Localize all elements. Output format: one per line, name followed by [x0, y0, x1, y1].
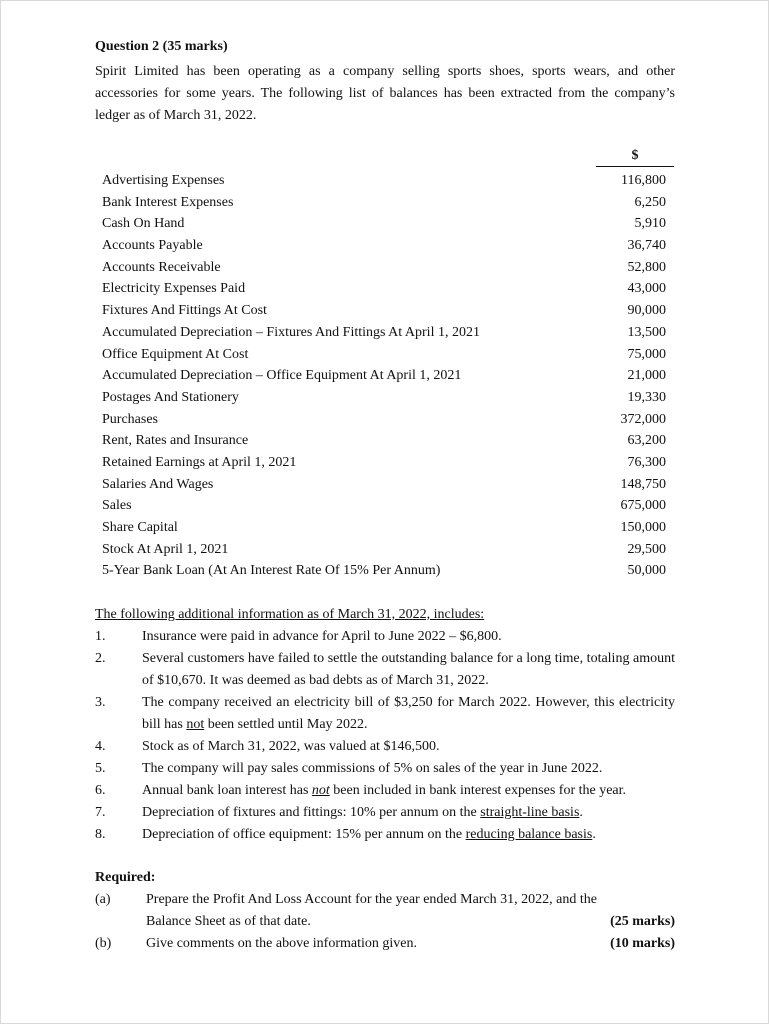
ledger-label: Purchases: [102, 411, 158, 427]
ledger-label: Cash On Hand: [102, 216, 185, 232]
ledger-value: 63,200: [627, 433, 666, 449]
list-item: [95, 648, 675, 692]
ledger-value: 116,800: [621, 173, 666, 188]
ledger-value: 372,000: [620, 411, 666, 427]
requirement-label: (b): [95, 936, 112, 951]
ledger-row: [102, 192, 666, 214]
requirement-text: Prepare the Profit And Loss Account for the year ended March 31, 2022, and the: [146, 892, 597, 907]
ledger-row: [102, 365, 666, 387]
item-number: 1.: [95, 629, 106, 644]
list-item: [95, 758, 675, 780]
ledger-value: 148,750: [620, 476, 666, 492]
ledger-value: 5,910: [634, 216, 666, 232]
marks-badge: (25 marks): [610, 914, 675, 929]
underlined-emphasis: not: [186, 717, 205, 732]
intro-paragraph: Spirit Limited has been operating as a company selling sports shoes, sports wears, and other accessories for some years. The following list of balances has been extracted from the company’s ledger as of March 31, 2022.: [95, 64, 675, 123]
ledger-value: 21,000: [627, 368, 666, 384]
ledger-label: Advertising Expenses: [102, 173, 225, 188]
ledger-label: Accumulated Depreciation – Office Equipment At April 1, 2021: [102, 368, 462, 384]
ledger-label: Accounts Payable: [102, 238, 203, 254]
ledger-label: Bank Interest Expenses: [102, 194, 234, 210]
ledger-row: [102, 539, 666, 561]
ledger-value: 52,800: [627, 259, 666, 275]
requirement-label: (a): [95, 892, 111, 907]
question-heading: Question 2 (35 marks): [95, 39, 228, 54]
ledger-value: 150,000: [620, 520, 666, 535]
ledger-label: 5-Year Bank Loan (At An Interest Rate Of 15% Per Annum): [102, 563, 441, 579]
item-text: The company received an electricity bill of $3,250 for March 2022. However, this electricity bill has not been settled until May 2022.: [142, 695, 675, 732]
ledger-label: Salaries And Wages: [102, 476, 214, 492]
item-number: 3.: [95, 695, 106, 710]
ledger-value: 90,000: [627, 303, 666, 319]
ledger-value: 36,740: [627, 238, 666, 254]
ledger-value: 50,000: [627, 563, 666, 579]
list-item: [95, 692, 675, 736]
item-text: Insurance were paid in advance for April to June 2022 – $6,800.: [142, 629, 502, 644]
ledger-label: Electricity Expenses Paid: [102, 281, 246, 297]
requirement-a: [95, 889, 675, 933]
item-number: 5.: [95, 761, 106, 776]
ledger-row: [102, 474, 666, 496]
ledger-row: [102, 452, 666, 474]
requirement-b: [95, 933, 675, 955]
item-number: 2.: [95, 651, 106, 666]
item-text: Several customers have failed to settle the outstanding balance for a long time, totaling amount of $10,670. It was deemed as bad debts as of March 31, 2022.: [142, 651, 675, 688]
ledger-label: Rent, Rates and Insurance: [102, 433, 249, 449]
ledger-row: [102, 495, 666, 517]
ledger-row: [102, 409, 666, 431]
requirement-body: [146, 933, 675, 955]
ledger-label: Retained Earnings at April 1, 2021: [102, 454, 297, 470]
ledger-row: [102, 278, 666, 300]
ledger-row: [102, 430, 666, 452]
ledger-row: [102, 322, 666, 344]
ledger-row: [102, 170, 666, 192]
ledger-label: Accounts Receivable: [102, 259, 221, 275]
item-text: Depreciation of fixtures and fittings: 10% per annum on the straight-line basis.: [142, 805, 583, 820]
ledger-row: [102, 300, 666, 322]
ledger-value: 13,500: [627, 324, 666, 340]
list-item: [95, 736, 675, 758]
ledger-label: Postages And Stationery: [102, 389, 239, 405]
item-text: Depreciation of office equipment: 15% per annum on the reducing balance basis.: [142, 827, 596, 842]
ledger-value: 43,000: [627, 281, 666, 297]
ledger-value: 675,000: [620, 498, 666, 514]
ledger-balances-list: [102, 170, 666, 582]
currency-header: $: [596, 146, 674, 167]
requirement-text: Give comments on the above information given.: [146, 936, 417, 951]
item-number: 4.: [95, 739, 106, 754]
underlined-italic-emphasis: not: [311, 783, 330, 798]
required-title: Required:: [95, 870, 156, 885]
ledger-row: [102, 560, 666, 582]
additional-info-title: The following additional information as of March 31, 2022, includes:: [95, 607, 485, 622]
ledger-row: [102, 344, 666, 366]
ledger-row: [102, 517, 666, 539]
ledger-row: [102, 235, 666, 257]
ledger-value: 19,330: [627, 389, 666, 405]
ledger-value: 75,000: [627, 346, 666, 362]
underlined-emphasis: reducing balance basis: [465, 827, 593, 842]
requirement-text: Balance Sheet as of that date.: [146, 914, 311, 929]
item-text: Annual bank loan interest has not been included in bank interest expenses for the year.: [142, 783, 627, 798]
list-item: [95, 802, 675, 824]
item-text: Stock as of March 31, 2022, was valued at $146,500.: [142, 739, 440, 754]
ledger-label: Sales: [102, 498, 132, 514]
item-number: 6.: [95, 783, 106, 798]
marks-badge: (10 marks): [610, 936, 675, 951]
ledger-value: 6,250: [634, 194, 666, 210]
ledger-row: [102, 387, 666, 409]
list-item: [95, 626, 675, 648]
ledger-row: [102, 257, 666, 279]
ledger-label: Accumulated Depreciation – Fixtures And Fittings At April 1, 2021: [102, 324, 480, 340]
ledger-value: 29,500: [627, 541, 666, 557]
additional-info-list: [95, 626, 675, 846]
requirement-body: [146, 889, 675, 933]
list-item: [95, 780, 675, 802]
item-text: The company will pay sales commissions of 5% on sales of the year in June 2022.: [142, 761, 603, 776]
ledger-value: 76,300: [627, 454, 666, 470]
ledger-row: [102, 213, 666, 235]
ledger-label: Office Equipment At Cost: [102, 346, 249, 362]
item-number: 8.: [95, 827, 106, 842]
ledger-label: Fixtures And Fittings At Cost: [102, 303, 267, 319]
underlined-emphasis: straight-line basis: [480, 805, 580, 820]
ledger-label: Share Capital: [102, 520, 178, 535]
item-number: 7.: [95, 805, 106, 820]
list-item: [95, 824, 675, 846]
ledger-label: Stock At April 1, 2021: [102, 541, 229, 557]
